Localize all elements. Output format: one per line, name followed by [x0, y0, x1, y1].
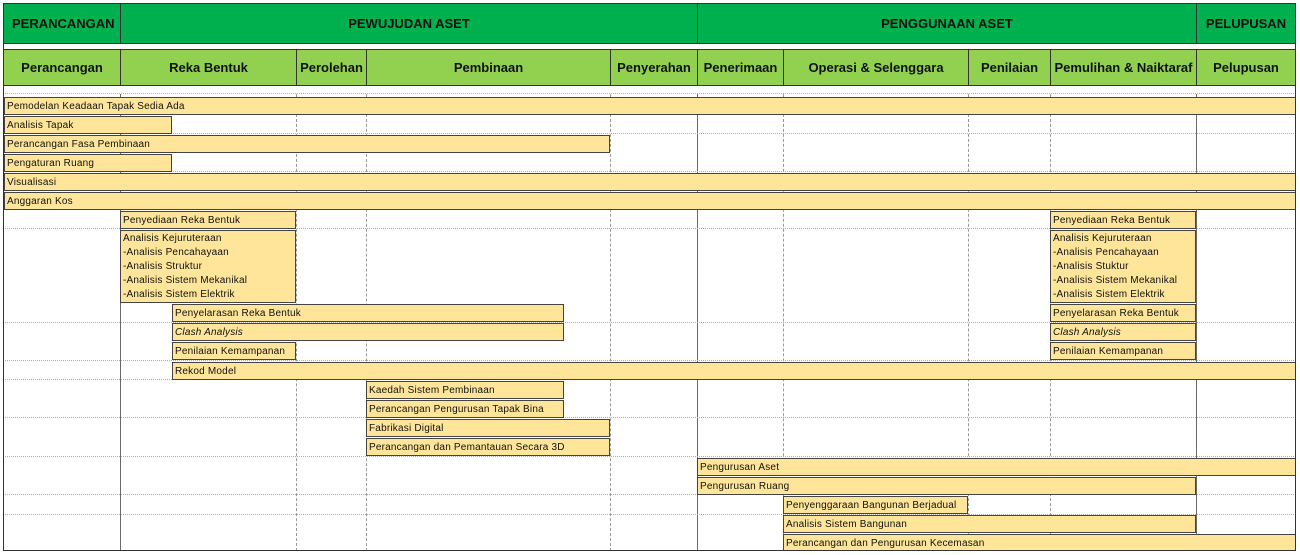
- activity-fasa-pembinaan: Perancangan Fasa Pembinaan: [4, 135, 610, 153]
- activity-penilaian-kemampanan: Penilaian Kemampanan: [172, 342, 296, 360]
- stage-pelupusan: Pelupusan: [1196, 49, 1296, 86]
- activity-pengaturan-ruang: Pengaturan Ruang: [4, 154, 172, 172]
- activity-pemodelan-tapak: Pemodelan Keadaan Tapak Sedia Ada: [4, 97, 1296, 115]
- stage-penilaian: Penilaian: [968, 49, 1051, 86]
- stage-operasi-selenggara: Operasi & Selenggara: [783, 49, 969, 86]
- stage-pembinaan: Pembinaan: [366, 49, 611, 86]
- activity-penyelarasan-reka-bentuk: Penyelarasan Reka Bentuk: [172, 304, 564, 322]
- activity-rekod-model: Rekod Model: [172, 362, 1296, 380]
- row-separator: [3, 456, 1296, 457]
- phase-pelupusan: PELUPUSAN: [1196, 3, 1296, 44]
- activity-pengurusan-aset: Pengurusan Aset: [697, 458, 1296, 476]
- phase-pewujudan-aset: PEWUJUDAN ASET: [120, 3, 698, 44]
- activity-analisis-kejuruteraan: Analisis Kejuruteraan -Analisis Pencahayaan -Analisis Struktur -Analisis Sistem Mekanikal -Analisis Sistem Elektrik: [120, 230, 296, 303]
- activity-pengurusan-kecemasan: Perancangan dan Pengurusan Kecemasan: [783, 534, 1296, 551]
- row-separator: [3, 133, 1296, 134]
- activity-fabrikasi-digital: Fabrikasi Digital: [366, 419, 610, 437]
- activity-analisis-sistem-bangunan: Analisis Sistem Bangunan: [783, 515, 1196, 533]
- activity-kaedah-sistem-pembinaan: Kaedah Sistem Pembinaan: [366, 381, 564, 399]
- activity-visualisasi: Visualisasi: [4, 173, 1296, 191]
- activity-penyelarasan-reka-bentuk: Penyelarasan Reka Bentuk: [1050, 304, 1196, 322]
- activity-anggaran-kos: Anggaran Kos: [4, 192, 1296, 210]
- activity-penyediaan-reka-bentuk: Penyediaan Reka Bentuk: [1050, 211, 1196, 229]
- activity-clash-analysis: Clash Analysis: [1050, 323, 1196, 341]
- activity-pengurusan-tapak-bina: Perancangan Pengurusan Tapak Bina: [366, 400, 564, 418]
- phase-penggunaan-aset: PENGGUNAAN ASET: [697, 3, 1197, 44]
- stage-penerimaan: Penerimaan: [697, 49, 784, 86]
- stage-perancangan: Perancangan: [3, 49, 121, 86]
- stage-reka-bentuk: Reka Bentuk: [120, 49, 297, 86]
- row-separator: [3, 93, 1296, 94]
- row-separator: [3, 417, 1296, 418]
- activity-penilaian-kemampanan: Penilaian Kemampanan: [1050, 342, 1196, 360]
- row-separator: [3, 360, 1296, 361]
- row-separator: [3, 171, 1296, 172]
- stage-penyerahan: Penyerahan: [610, 49, 698, 86]
- activity-analisis-kejuruteraan: Analisis Kejuruteraan -Analisis Pencahayaan -Analisis Stuktur -Analisis Sistem Mekanikal -Analisis Sistem Elektrik: [1050, 230, 1196, 303]
- phase-perancangan: PERANCANGAN: [3, 3, 121, 44]
- activity-clash-analysis: Clash Analysis: [172, 323, 564, 341]
- stage-perolehan: Perolehan: [296, 49, 367, 86]
- activity-pengurusan-ruang: Pengurusan Ruang: [697, 477, 1196, 495]
- activity-analisis-tapak: Analisis Tapak: [4, 116, 172, 134]
- activity-penyediaan-reka-bentuk: Penyediaan Reka Bentuk: [120, 211, 296, 229]
- stage-pemulihan-naiktaraf: Pemulihan & Naiktaraf: [1050, 49, 1197, 86]
- activity-penyenggaraan-berjadual: Penyenggaraan Bangunan Berjadual: [783, 496, 968, 514]
- activity-pemantauan-3d: Perancangan dan Pemantauan Secara 3D: [366, 438, 610, 456]
